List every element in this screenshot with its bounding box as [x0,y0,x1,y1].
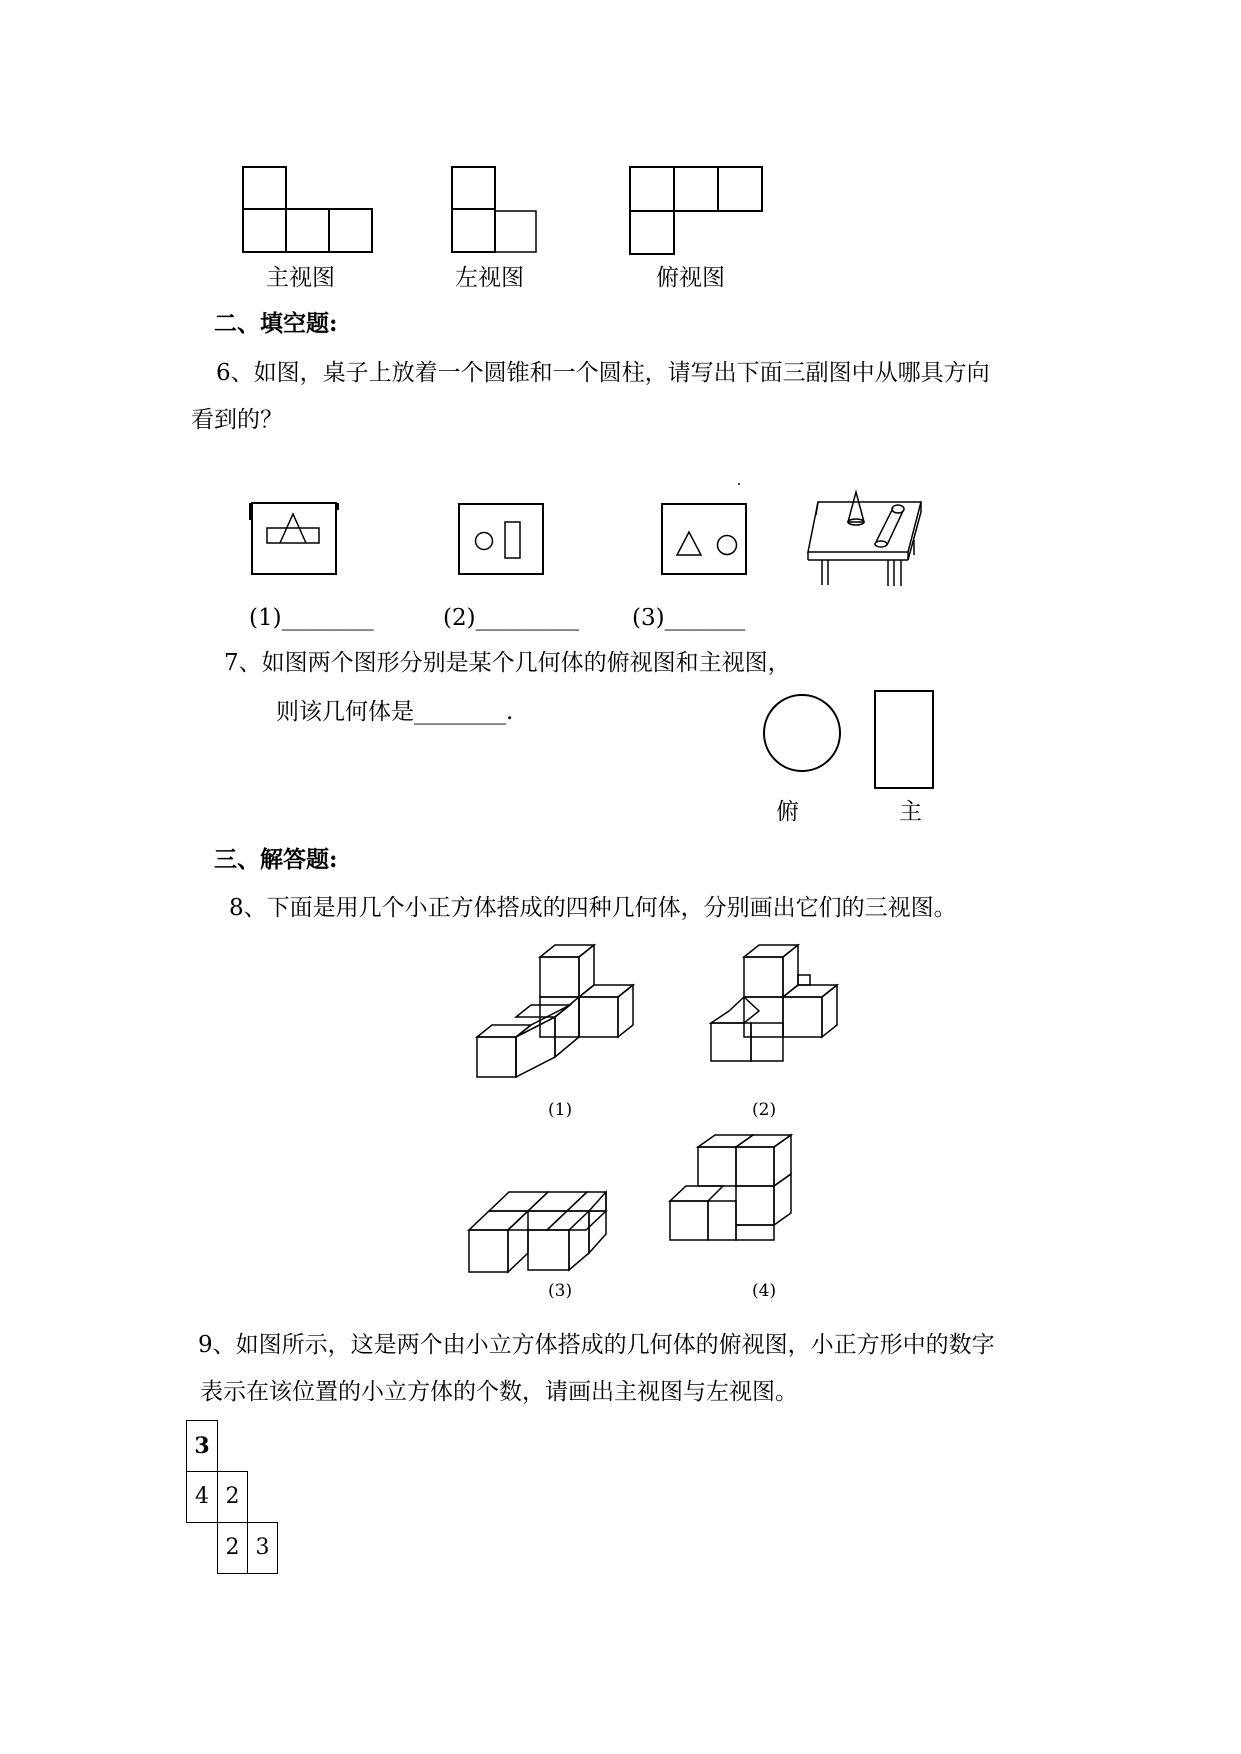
q7-front-label: 主 [899,799,922,825]
q8-fig4-label: (4) [752,1281,777,1301]
q9-text-line2: 表示在该位置的小立方体的个数，请画出主视图与左视图。 [200,1379,798,1405]
q7-top-label: 俯 [776,799,799,825]
left-view-label: 左视图 [455,265,524,291]
top-view-label: 俯视图 [656,265,725,291]
q6-blank-1[interactable]: (1)________ [249,605,374,631]
q9-cell-3-bottom: 3 [247,1522,278,1574]
q7-text-line1: 7、如图两个图形分别是某个几何体的俯视图和主视图， [224,650,791,676]
q6-text-line2: 看到的？ [191,407,283,433]
q9-cell-3-top: 3 [186,1420,218,1472]
q7-text-line2[interactable]: 则该几何体是________. [276,699,514,725]
q6-blank-3[interactable]: (3)_______ [632,605,746,631]
q6-blank-2[interactable]: (2)_________ [443,605,580,631]
q9-text-line1: 9、如图所示，这是两个由小立方体搭成的几何体的俯视图，小正方形中的数字 [198,1332,995,1358]
q8-fig3-label: (3) [548,1281,573,1301]
q8-fig2-label: (2) [752,1100,777,1120]
section2-heading: 二、填空题: [214,310,338,337]
front-view-label: 主视图 [266,265,335,291]
q8-text: 8、下面是用几个小正方体搭成的四种几何体，分别画出它们的三视图。 [229,895,957,921]
q8-fig1-label: (1) [548,1100,573,1120]
q9-cell-2-bottom: 2 [217,1522,248,1574]
q9-cell-4: 4 [186,1471,218,1523]
q9-cell-2-mid: 2 [217,1471,248,1523]
q6-text-line1: 6、如图，桌子上放着一个圆锥和一个圆柱，请写出下面三副图中从哪具方向 [216,360,990,386]
section3-heading: 三、解答题: [214,846,338,873]
